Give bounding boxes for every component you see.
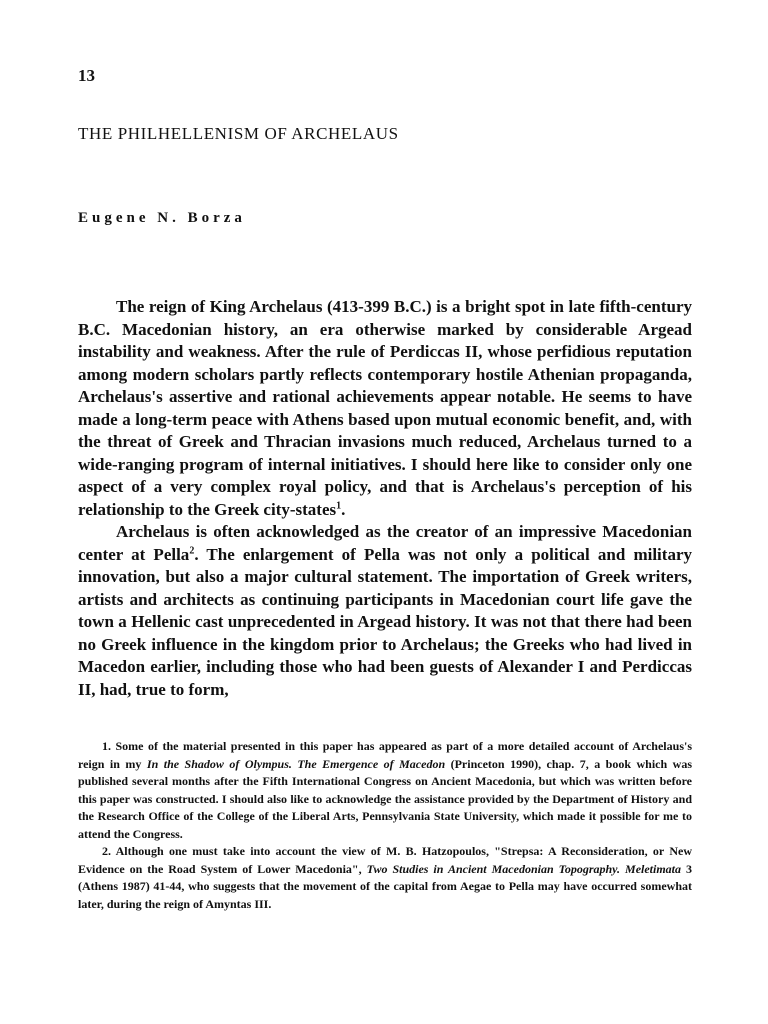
chapter-title: THE PHILHELLENISM OF ARCHELAUS bbox=[78, 124, 399, 143]
page-number: 13 bbox=[78, 66, 95, 85]
footnote-italic-title: In the Shadow of Olympus. The Emergence of Macedon bbox=[146, 756, 446, 771]
footnote-reference: 1 bbox=[336, 499, 342, 511]
footnote-text: 2. Although one must take into account the view of M. B. Hatzopoulos, "Strepsa: A Reconsideration, or New Evidence on the Road System of Lower Macedonia", bbox=[78, 844, 692, 876]
paragraph-text: Archelaus is often acknowledged as the creator of an impressive Macedonian center at Pella bbox=[78, 522, 692, 564]
body-paragraph bbox=[78, 296, 692, 521]
body-text bbox=[78, 296, 692, 701]
footnote-italic-title: Two Studies in Ancient Macedonian Topography. Meletimata bbox=[366, 861, 682, 876]
body-paragraph bbox=[78, 521, 692, 701]
author-name: Eugene N. Borza bbox=[78, 210, 246, 226]
paragraph-text-tail: . bbox=[341, 499, 346, 519]
footnote-text: (Princeton 1990), chap. 7, a book which was published several months after the Fifth International Congress on Ancient Macedonia, but which was written before this paper was constructed. I should also like to acknowledge the assistance provided by the Department of History and the Research Office of the College of the Liberal Arts, Pennsylvania State University, which made it possible for me to attend the Congress. bbox=[78, 756, 693, 841]
paragraph-text: The reign of King Archelaus (413-399 B.C.) is a bright spot in late fifth-century B.C. Macedonian history, an era otherwise marked by considerable Argead instability and weakness. After the rule of Perdiccas II, whose perfidious reputation among modern scholars partly reflects contemporary hostile Athenian propaganda, Archelaus's assertive and rational achievements appear notable. He seems to have made a long-term peace with Athens based upon mutual economic benefit, and, with the threat of Greek and Thracian invasions much reduced, Archelaus turned to a wide-ranging program of internal initiatives. I should here like to consider only one aspect of a very complex royal policy, and that is Archelaus's perception of his relationship to the Greek city-states bbox=[78, 297, 692, 519]
footnote-reference: 2 bbox=[189, 544, 195, 556]
footnotes bbox=[78, 738, 692, 913]
footnote-text: 1. Some of the material presented in this paper has appeared as part of a more detailed account of Archelaus's reign in my bbox=[78, 739, 692, 771]
footnote bbox=[78, 738, 692, 843]
footnote-text: 3 (Athens 1987) 41-44, who suggests that the movement of the capital from Aegae to Pella may have occurred somewhat later, during the reign of Amyntas III. bbox=[78, 861, 693, 911]
footnote bbox=[78, 843, 692, 913]
paragraph-text-tail: . The enlargement of Pella was not only a political and military innovation, but also a major cultural statement. The importation of Greek writers, artists and architects as continuing participants in Macedonian court life gave the town a Hellenic cast unprecedented in Argead history. It was not that there had been no Greek influence in the kingdom prior to Archelaus; the Greeks who had lived in Macedon earlier, including those who had been guests of Alexander I and Perdiccas II, had, true to form, bbox=[78, 544, 692, 699]
